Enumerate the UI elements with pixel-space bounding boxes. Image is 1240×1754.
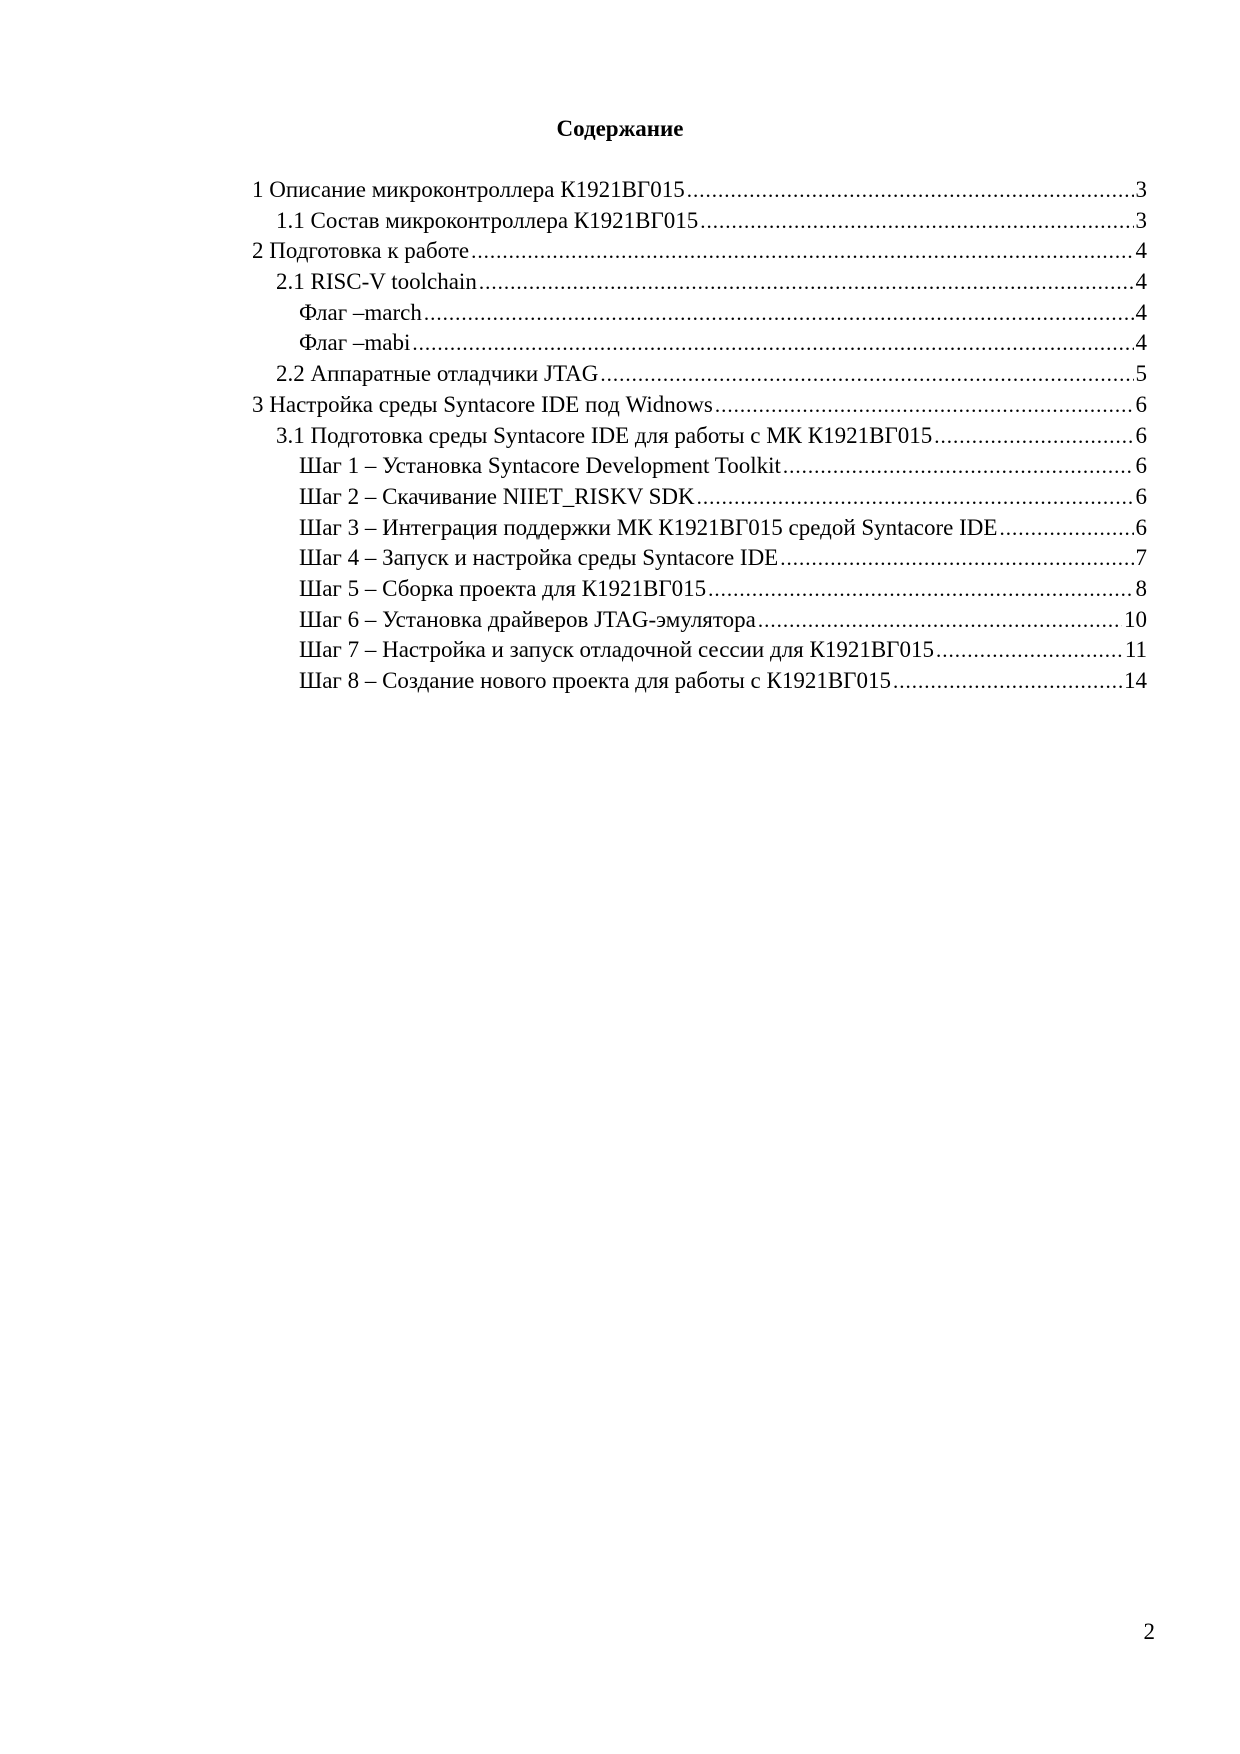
toc-dot-leader	[471, 236, 1133, 267]
toc-entry[interactable]	[252, 390, 1147, 421]
toc-entry-text: 2.1 RISC-V toolchain	[276, 269, 477, 295]
page-number: 2	[1143, 1619, 1155, 1644]
toc-entry-page: 8	[1135, 575, 1147, 601]
toc-dot-leader	[893, 666, 1122, 697]
toc-entry-text: Шаг 7 – Настройка и запуск отладочной сессии для К1921ВГ015	[299, 637, 934, 663]
toc-entry-text: Шаг 5 – Сборка проекта для К1921ВГ015	[299, 575, 707, 601]
toc-entry[interactable]	[252, 666, 1147, 697]
toc-dot-leader	[758, 605, 1122, 636]
toc-entry[interactable]	[252, 421, 1147, 452]
toc-entry-page: 7	[1135, 545, 1147, 571]
toc-title: Содержание	[556, 116, 684, 141]
toc-dot-leader	[697, 482, 1134, 513]
toc-entry[interactable]	[252, 635, 1147, 666]
toc-entry-text: Шаг 6 – Установка драйверов JTAG-эмулятора	[299, 606, 756, 632]
toc-dot-leader	[700, 206, 1133, 237]
toc-entry-page: 6	[1135, 514, 1147, 540]
toc-entry[interactable]	[252, 175, 1147, 206]
toc-entry[interactable]	[252, 513, 1147, 544]
toc-entry-page: 11	[1124, 637, 1147, 663]
toc-entry[interactable]	[252, 451, 1147, 482]
toc-entry-page: 3	[1135, 177, 1147, 202]
toc-entry-text: Флаг –mabi	[299, 330, 411, 356]
toc-entry[interactable]	[252, 236, 1147, 267]
toc-entry-text: Шаг 2 – Скачивание NIIET_RISKV SDK	[299, 483, 695, 509]
toc-entry-text: Шаг 4 – Запуск и настройка среды Syntacore IDE	[299, 545, 779, 571]
toc-entry-page: 4	[1135, 299, 1147, 325]
toc-entry[interactable]	[252, 298, 1147, 329]
toc-entry[interactable]	[252, 328, 1147, 359]
toc-entry[interactable]	[252, 206, 1147, 237]
toc-dot-leader	[783, 451, 1134, 482]
toc-entry[interactable]	[252, 605, 1147, 636]
toc-entry-text: Шаг 1 – Установка Syntacore Development Toolkit	[299, 453, 781, 479]
toc-dot-leader	[936, 635, 1123, 666]
toc-dot-leader	[412, 328, 1133, 359]
toc-entry-text: 3 Настройка среды Syntacore IDE под Widnows	[252, 391, 713, 417]
toc-dot-leader	[600, 359, 1133, 390]
toc-dot-leader	[424, 298, 1134, 329]
toc-dot-leader	[999, 513, 1133, 544]
toc-entry[interactable]	[252, 359, 1147, 390]
toc-entry-page: 6	[1135, 483, 1147, 509]
toc-entry-text: 3.1 Подготовка среды Syntacore IDE для работы с МК К1921ВГ015	[276, 422, 933, 448]
toc-dot-leader	[780, 543, 1133, 574]
toc-dot-leader	[687, 175, 1134, 206]
toc-entry-text: Флаг –march	[299, 299, 422, 325]
toc-dot-leader	[479, 267, 1134, 298]
toc-entry-page: 14	[1124, 668, 1147, 693]
toc-entry-text: 2 Подготовка к работе	[252, 238, 470, 264]
toc-entry-page: 4	[1135, 269, 1147, 295]
toc-entry-page: 6	[1135, 453, 1147, 479]
toc-entry-text: 2.2 Аппаратные отладчики JTAG	[276, 361, 599, 387]
toc-dot-leader	[715, 390, 1134, 421]
toc-entry[interactable]	[252, 482, 1147, 513]
toc-entry-page: 5	[1135, 361, 1147, 387]
toc-entry-text: Шаг 8 – Создание нового проекта для работы с К1921ВГ015	[299, 668, 891, 693]
toc-entry[interactable]	[252, 543, 1147, 574]
toc-entry-page: 3	[1135, 207, 1147, 233]
table-of-contents	[252, 175, 1147, 697]
toc-entry-page: 4	[1135, 330, 1147, 356]
toc-entry-page: 4	[1135, 238, 1147, 264]
toc-entry-text: 1.1 Состав микроконтроллера К1921ВГ015	[276, 207, 699, 233]
toc-entry[interactable]	[252, 574, 1147, 605]
toc-entry[interactable]	[252, 267, 1147, 298]
toc-dot-leader	[934, 421, 1133, 452]
toc-entry-page: 6	[1135, 422, 1147, 448]
toc-entry-page: 10	[1124, 606, 1147, 632]
toc-entry-text: 1 Описание микроконтроллера К1921ВГ015	[252, 177, 685, 202]
toc-entry-text: Шаг 3 – Интеграция поддержки МК К1921ВГ015 средой Syntacore IDE	[299, 514, 998, 540]
toc-entry-page: 6	[1135, 391, 1147, 417]
toc-dot-leader	[708, 574, 1133, 605]
